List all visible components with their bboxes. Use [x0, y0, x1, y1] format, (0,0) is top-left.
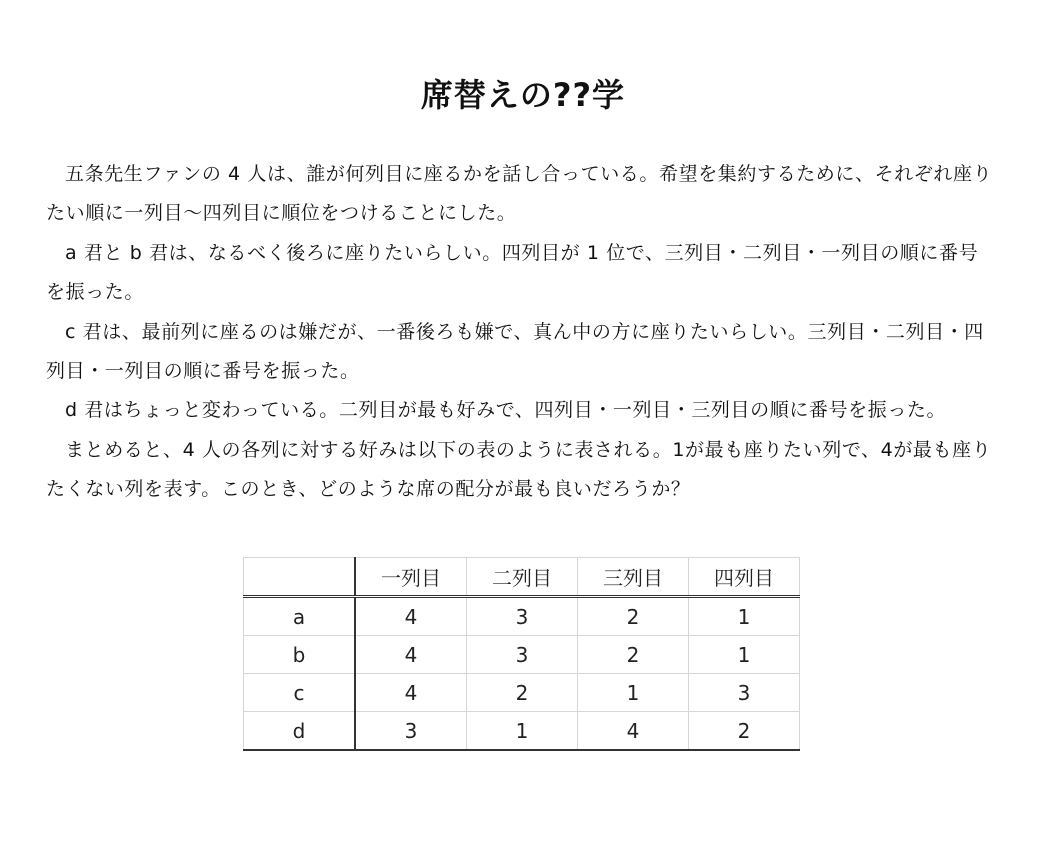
table-cell: 3: [689, 674, 800, 712]
table-header-col3: 三列目: [578, 558, 689, 597]
table-row: [244, 712, 800, 751]
table-cell: 2: [578, 597, 689, 636]
row-label: c: [244, 674, 356, 712]
table-cell: 2: [578, 636, 689, 674]
table-header-col2: 二列目: [467, 558, 578, 597]
table-cell: 2: [689, 712, 800, 751]
table-header-col1: 一列目: [355, 558, 467, 597]
row-label: b: [244, 636, 356, 674]
paragraph-c: c 君は、最前列に座るのは嫌だが、一番後ろも嫌で、真ん中の方に座りたいらしい。三列目・二列目・四列目・一列目の順に番号を振った。: [46, 320, 984, 383]
table-cell: 3: [467, 636, 578, 674]
paragraph-intro: 五条先生ファンの 4 人は、誰が何列目に座るかを話し合っている。希望を集約するために、それぞれ座りたい順に一列目～四列目に順位をつけることにした。: [46, 163, 993, 225]
table-cell: 1: [467, 712, 578, 751]
row-label: a: [244, 597, 356, 636]
table-row: [244, 674, 800, 712]
table-cell: 3: [355, 712, 467, 751]
table-cell: 4: [355, 674, 467, 712]
table-cell: 1: [689, 597, 800, 636]
table-cell: 4: [578, 712, 689, 751]
paragraph-summary: まとめると、4 人の各列に対する好みは以下の表のように表される。1が最も座りたい列で、4が最も座りたくない列を表す。このとき、どのような席の配分が最も良いだろうか？: [46, 438, 992, 501]
row-label: d: [244, 712, 356, 751]
table-header-col4: 四列目: [689, 558, 800, 597]
table-header-corner: [244, 558, 356, 597]
table-cell: 2: [467, 674, 578, 712]
page-title: 席替えの??学: [420, 76, 626, 115]
table-cell: 1: [578, 674, 689, 712]
table-cell: 3: [467, 597, 578, 636]
preference-table: [243, 557, 800, 751]
table-cell: 1: [689, 636, 800, 674]
problem-text: [46, 155, 996, 510]
table-cell: 4: [355, 597, 467, 636]
table-row: [244, 597, 800, 636]
table-cell: 4: [355, 636, 467, 674]
paragraph-d: d 君はちょっと変わっている。二列目が最も好みで、四列目・一列目・三列目の順に番号を振った。: [65, 399, 947, 422]
paragraph-ab: a 君と b 君は、なるべく後ろに座りたいらしい。四列目が 1 位で、三列目・二列目・一列目の順に番号を振った。: [46, 241, 979, 304]
table-row: [244, 636, 800, 674]
table-header-row: [244, 558, 800, 597]
